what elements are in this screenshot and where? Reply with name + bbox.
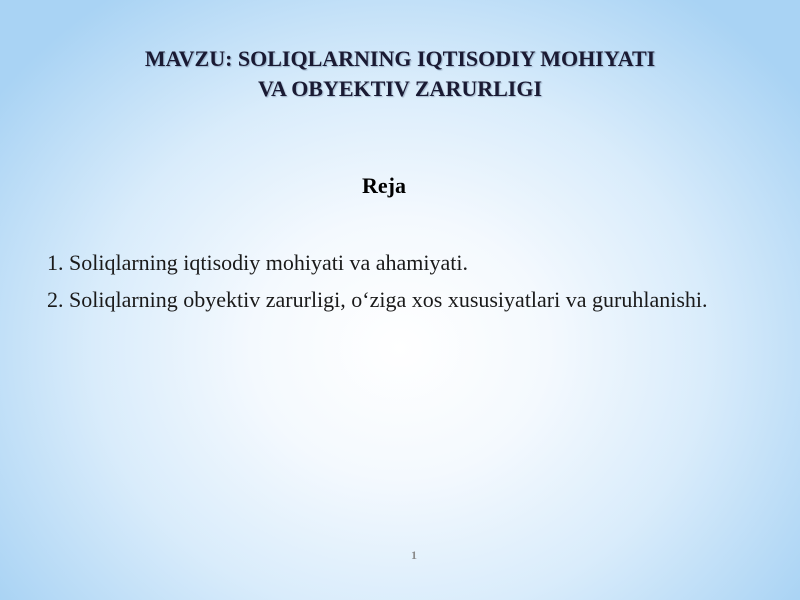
slide-title-line-1: MAVZU: SOLIQLARNING IQTISODIY MOHIYATI (144, 46, 656, 71)
plan-list (47, 248, 719, 322)
plan-item-2: 2. Soliqlarning obyektiv zarurligi, o‘ziga xos xususiyatlari va guruhlanishi. (47, 287, 708, 312)
plan-item-1: 1. Soliqlarning iqtisodiy mohiyati va ahamiyati. (47, 250, 469, 275)
plan-heading: Reja (362, 173, 406, 198)
page-number: 1 (411, 548, 417, 562)
slide-title (60, 44, 740, 104)
slide-title-line-2: VA OBYEKTIV ZARURLIGI (257, 76, 543, 101)
